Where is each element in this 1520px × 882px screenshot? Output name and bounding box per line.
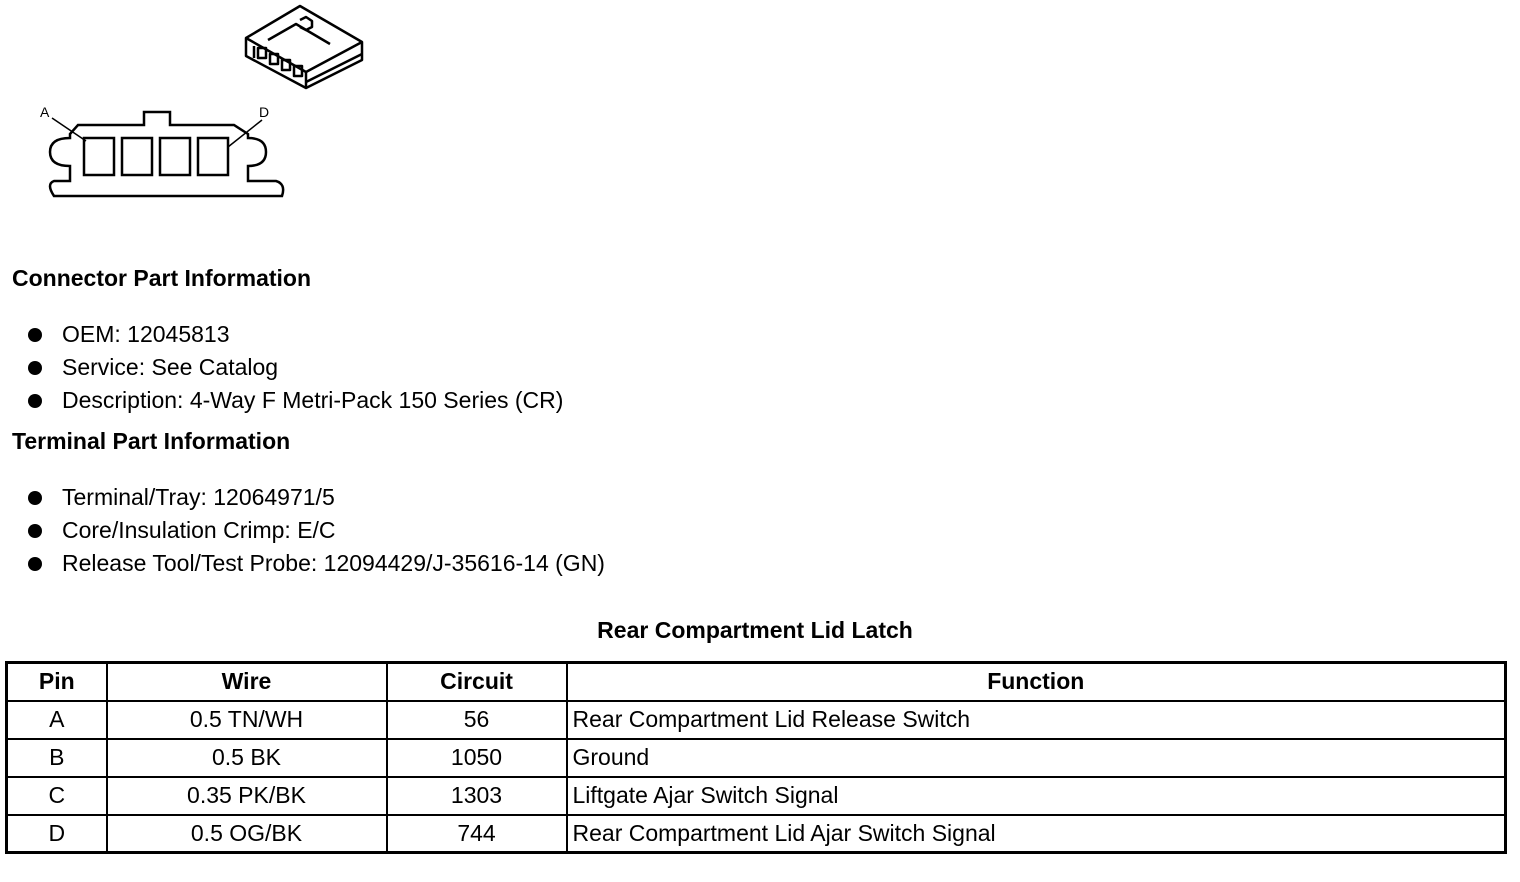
pin-table xyxy=(5,661,1507,854)
cell-wire: 0.5 OG/BK xyxy=(107,815,387,853)
list-item xyxy=(28,481,605,514)
bullet-icon xyxy=(28,491,42,505)
table-row xyxy=(7,777,1506,815)
cell-circuit: 1303 xyxy=(387,777,567,815)
terminal-part-info-heading: Terminal Part Information xyxy=(12,428,291,454)
pin-table-title: Rear Compartment Lid Latch xyxy=(597,617,913,643)
list-item-text: Service: See Catalog xyxy=(62,354,279,380)
list-item xyxy=(28,351,563,384)
list-item xyxy=(28,318,563,351)
pin-d-callout: D xyxy=(259,104,270,120)
pin-a-callout: A xyxy=(40,104,50,120)
header-circuit: Circuit xyxy=(387,663,567,701)
bullet-icon xyxy=(28,361,42,375)
cell-wire: 0.5 BK xyxy=(107,739,387,777)
cell-function: Liftgate Ajar Switch Signal xyxy=(567,777,1506,815)
bullet-icon xyxy=(28,524,42,538)
cell-pin: D xyxy=(7,815,107,853)
cell-wire: 0.5 TN/WH xyxy=(107,701,387,739)
bullet-icon xyxy=(28,394,42,408)
connector-illustration xyxy=(0,0,420,215)
cell-circuit: 1050 xyxy=(387,739,567,777)
header-wire: Wire xyxy=(107,663,387,701)
cell-pin: A xyxy=(7,701,107,739)
header-function: Function xyxy=(567,663,1506,701)
bullet-icon xyxy=(28,328,42,342)
connector-drawing xyxy=(0,0,420,215)
list-item xyxy=(28,547,605,580)
bullet-icon xyxy=(28,557,42,571)
cell-circuit: 56 xyxy=(387,701,567,739)
cell-pin: B xyxy=(7,739,107,777)
table-row xyxy=(7,815,1506,853)
cell-function: Ground xyxy=(567,739,1506,777)
list-item-text: Terminal/Tray: 12064971/5 xyxy=(62,484,335,510)
connector-part-info-heading: Connector Part Information xyxy=(12,265,312,291)
list-item-text: Description: 4-Way F Metri-Pack 150 Series (CR) xyxy=(62,387,564,413)
list-item-text: Core/Insulation Crimp: E/C xyxy=(62,517,336,543)
connector-isometric-icon xyxy=(246,6,362,88)
cell-circuit: 744 xyxy=(387,815,567,853)
connector-face-icon xyxy=(50,112,283,196)
cell-pin: C xyxy=(7,777,107,815)
cell-function: Rear Compartment Lid Ajar Switch Signal xyxy=(567,815,1506,853)
list-item xyxy=(28,514,605,547)
connector-part-info-list xyxy=(28,318,563,417)
terminal-part-info-list xyxy=(28,481,605,580)
list-item xyxy=(28,384,563,417)
table-header-row xyxy=(7,663,1506,701)
list-item-text: OEM: 12045813 xyxy=(62,321,230,347)
list-item-text: Release Tool/Test Probe: 12094429/J-35616-14 (GN) xyxy=(62,550,605,576)
cell-wire: 0.35 PK/BK xyxy=(107,777,387,815)
table-row xyxy=(7,701,1506,739)
header-pin: Pin xyxy=(7,663,107,701)
cell-function: Rear Compartment Lid Release Switch xyxy=(567,701,1506,739)
table-row xyxy=(7,739,1506,777)
